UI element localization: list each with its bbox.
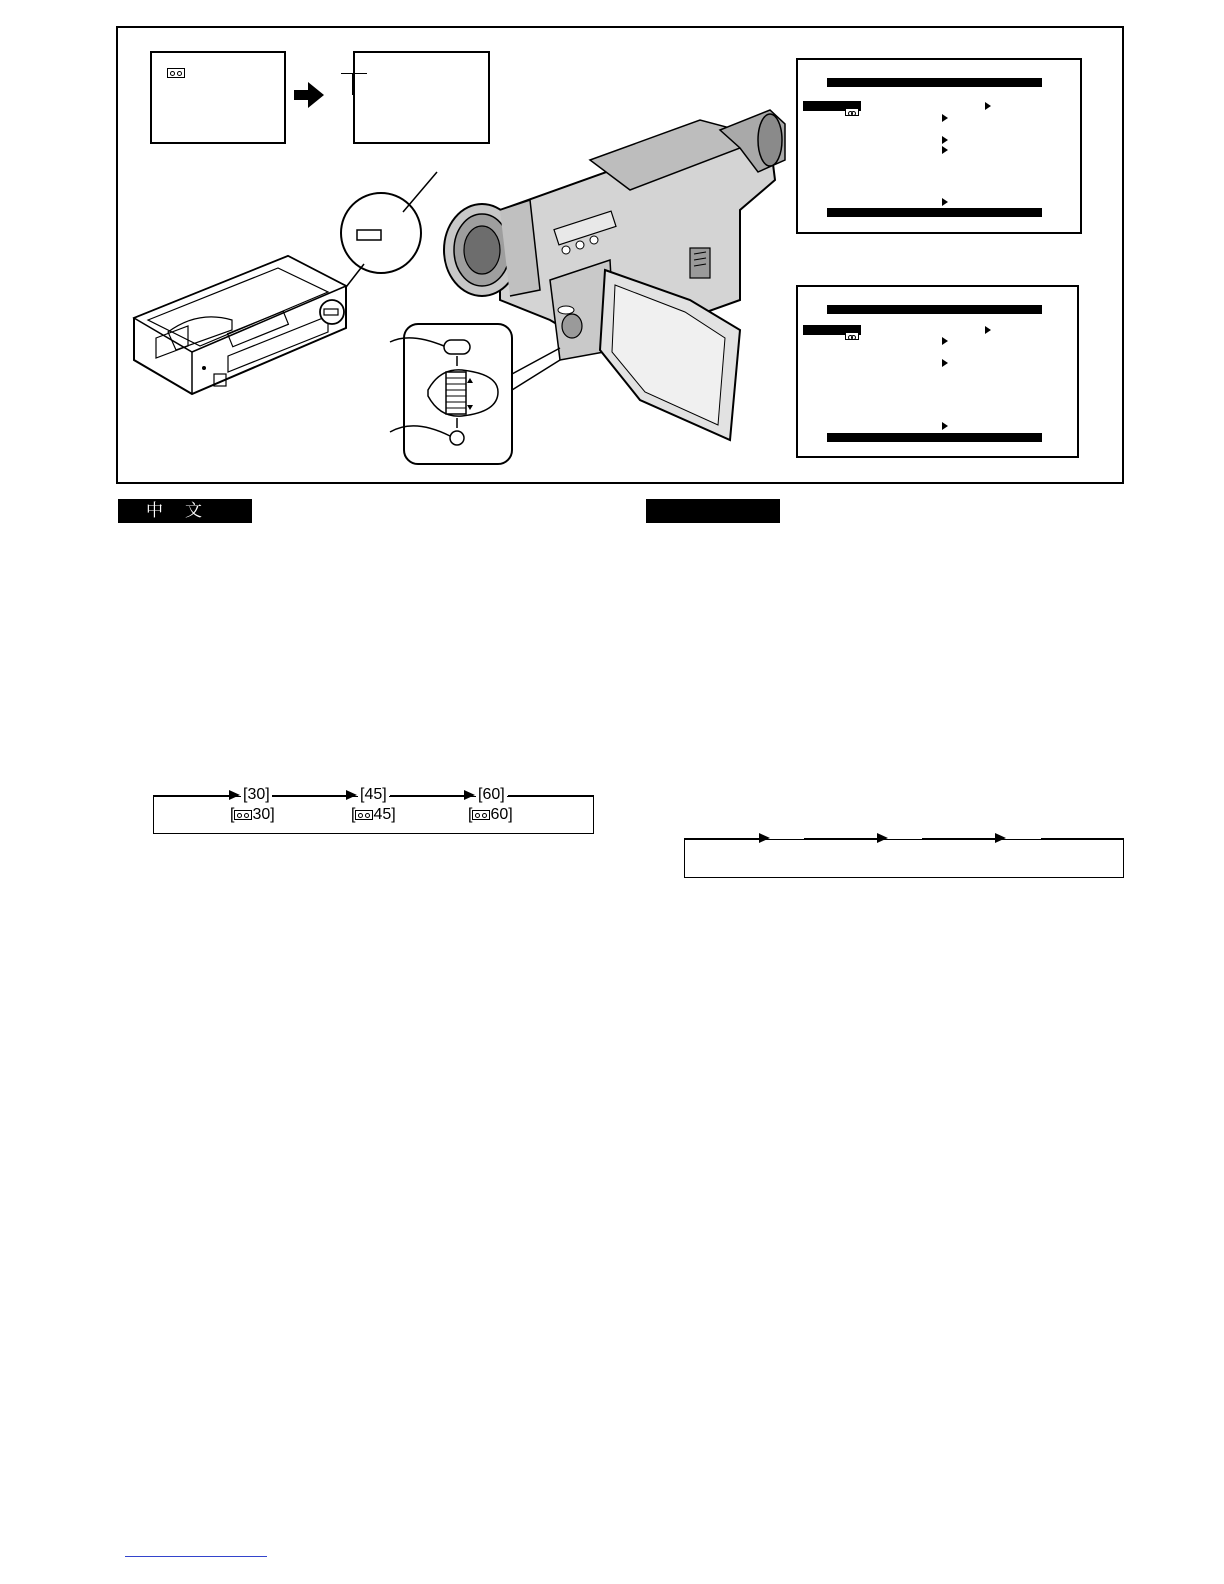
section-heading-english [646,499,780,523]
bracket-open: [ [230,806,235,823]
menu-title-bar [827,305,1042,314]
bracket-open: [ [468,806,473,823]
flow-sub-60 [468,806,513,824]
flow-arrow-icon [877,833,888,843]
menu-arrow-icon [942,114,948,122]
menu-selected-row [803,325,861,335]
menu-arrow-icon [942,359,948,367]
menu-arrow-icon [942,422,948,430]
tape-icon [234,810,252,820]
menu-arrow-icon [942,337,948,345]
control-dial-callout [380,320,570,470]
menu-selected-row [803,101,861,111]
flow-arrow-icon [759,833,770,843]
menu-screen-top [796,58,1082,234]
flow-connector [390,795,464,796]
menu-arrow-icon [942,136,948,144]
flow-step-60: [60] [478,786,505,803]
bracket-open: [ [351,806,356,823]
flow-arrow-icon [229,790,240,800]
menu-title-bar [827,78,1042,87]
flow-arrow-icon [346,790,357,800]
flow-connector [153,795,229,796]
right-arrow-icon [294,82,324,108]
cursor-mark-vertical [352,73,353,95]
flow-sub-value: 60 [490,806,509,823]
menu-footer-bar [827,433,1042,442]
flow-sub-30 [230,806,275,824]
tape-icon [167,68,185,78]
flow-step-30: [30] [243,786,270,803]
cursor-mark [341,73,367,74]
bracket-close: ] [391,806,396,823]
flow-sub-45 [351,806,396,824]
section-heading-chinese: 中文 [118,499,252,523]
bracket-close: ] [508,806,513,823]
menu-arrow-icon [942,146,948,154]
flow-step-45: [45] [360,786,387,803]
tape-icon [845,332,859,340]
flow-connector [1041,838,1124,839]
flow-arrow-icon [464,790,475,800]
flow-connector [684,838,759,839]
tape-icon [845,108,859,116]
menu-arrow-icon [942,198,948,206]
flow-sub-value: 30 [252,806,271,823]
menu-arrow-icon [985,326,991,334]
flow-connector [508,795,594,796]
menu-arrow-icon [985,102,991,110]
flow-connector [272,795,346,796]
tape-length-flow-box-english [684,839,1124,878]
flow-connector [922,838,995,839]
flow-arrow-icon [995,833,1006,843]
monitor-screen-before [150,51,286,144]
flow-connector [804,838,877,839]
menu-footer-bar [827,208,1042,217]
tape-icon [355,810,373,820]
menu-screen-bottom [796,285,1079,458]
footer-link[interactable] [125,1556,267,1557]
tape-icon [472,810,490,820]
flow-sub-value: 45 [373,806,392,823]
bracket-close: ] [270,806,275,823]
